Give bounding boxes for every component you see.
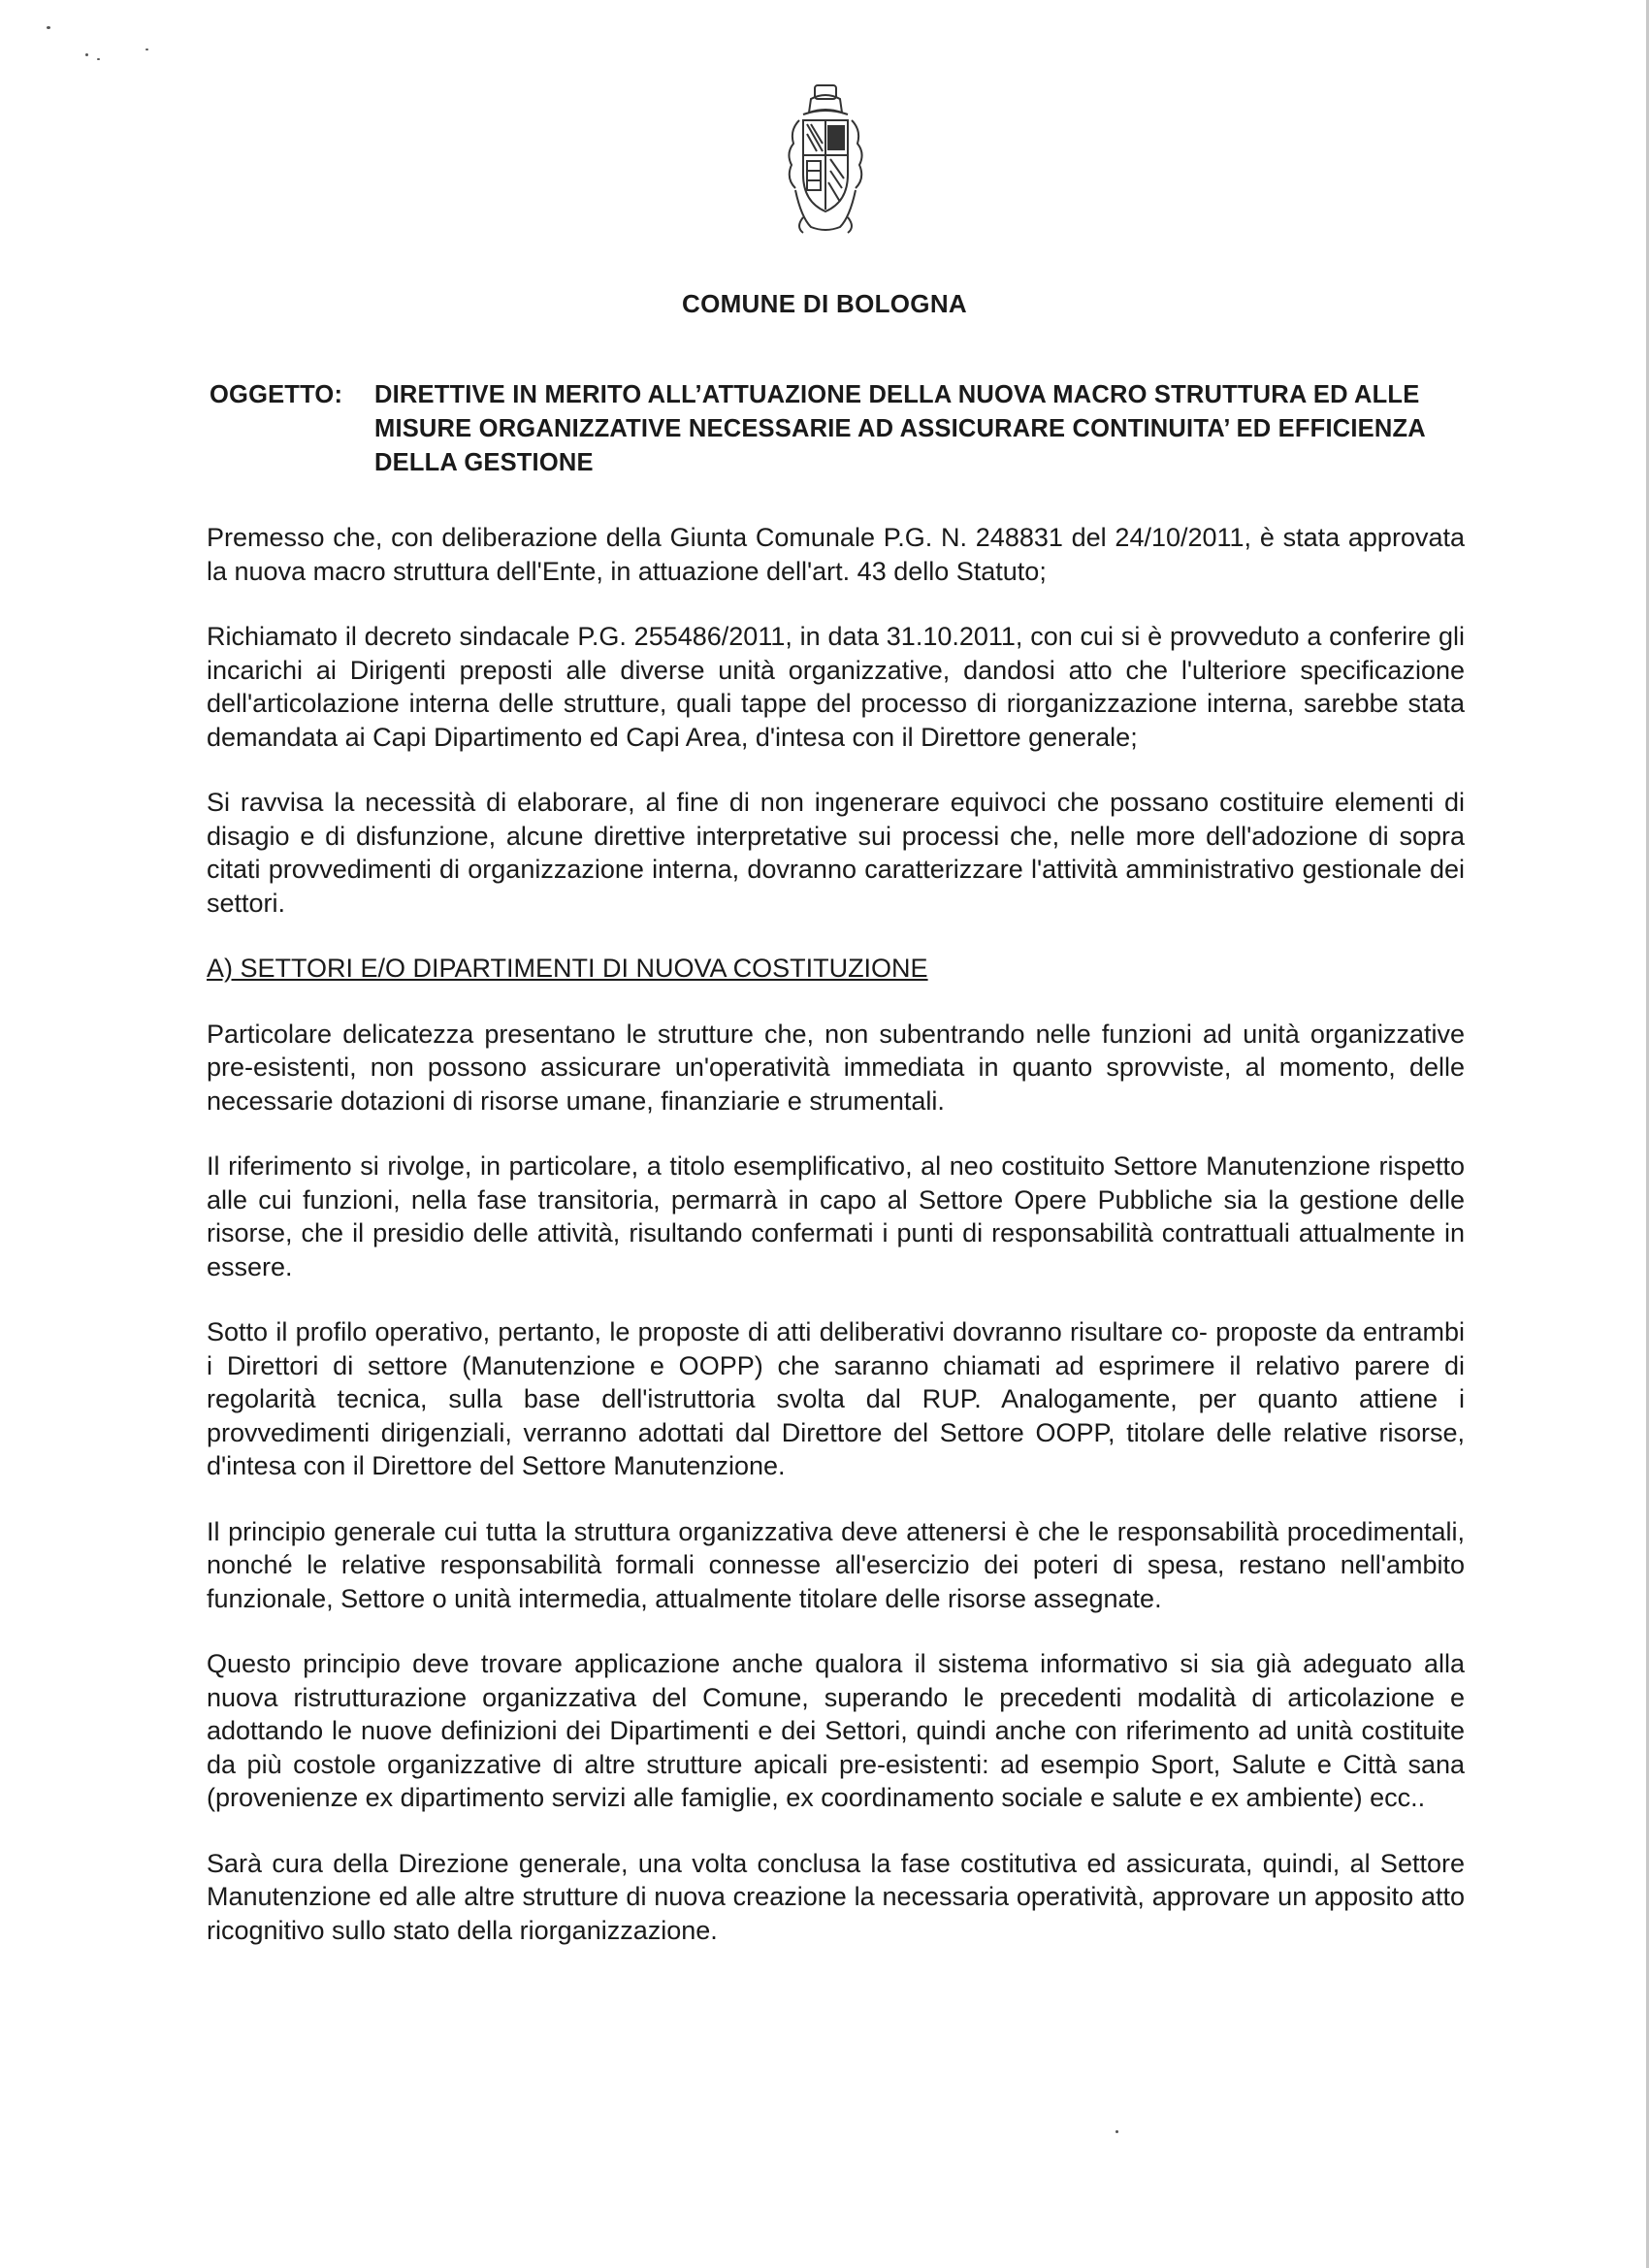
- paragraph-questo-principio: Questo principio deve trovare applicazione anche qualora il sistema informativo si sia già adeguato alla nuova ristrutturazione organizzativa del Comune, superando le precedenti modalità di articolazione e adottando le nuove definizioni dei Dipartimenti e dei Settori, quindi anche con riferimento ad unità costituite da più costole organizzative di altre strutture apicali pre-esistenti: ad esempio Sport, Salute e Città sana (provenienze ex dipartimento servizi alle famiglie, ex coordinamento sociale e salute e ex ambiente) ecc..: [207, 1649, 1465, 1812]
- scan-speck: [97, 58, 100, 60]
- paragraph-profilo-operativo: Sotto il profilo operativo, pertanto, le proposte di atti deliberativi dovranno risultare co- proposte da entrambi i Direttori di settore (Manutenzione e OOPP) che saranno chiamati ad esprimere il relativo parere di regolarità tecnica, sulla base dell'istruttoria svolta dal RUP. Analogamente, per quanto attiene i provvedimenti dirigenziali, verranno adottati dal Direttore del Settore OOPP, titolare delle relative risorse, d'intesa con il Direttore del Settore Manutenzione.: [207, 1317, 1465, 1480]
- subject-label: OGGETTO:: [210, 381, 343, 408]
- document-body: [207, 521, 1465, 1979]
- paragraph-premesso: Premesso che, con deliberazione della Giunta Comunale P.G. N. 248831 del 24/10/2011, è stata approvata la nuova macro struttura dell'Ente, in attuazione dell'art. 43 dello Statuto;: [207, 523, 1465, 586]
- paragraph-direzione-generale: Sarà cura della Direzione generale, una volta conclusa la fase costitutiva ed assicurata, quindi, al Settore Manutenzione ed alle altre strutture di nuova creazione la necessaria operatività, approvare un apposito atto ricognitivo sullo stato della riorganizzazione.: [207, 1848, 1465, 1945]
- section-a-heading: A) SETTORI E/O DIPARTIMENTI DI NUOVA COSTITUZIONE: [207, 954, 928, 983]
- paragraph-riferimento: Il riferimento si rivolge, in particolare, a titolo esemplificativo, al neo costituito Settore Manutenzione rispetto alle cui funzioni, nella fase transitoria, permarrà in capo al Settore Opere Pubbliche sia la gestione delle risorse, che il presidio delle attività, risultando confermati i punti di responsabilità contrattuali attualmente in essere.: [207, 1151, 1465, 1281]
- paragraph-si-ravvisa: Si ravvisa la necessità di elaborare, al fine di non ingenerare equivoci che possano costituire elementi di disagio e di disfunzione, alcune direttive interpretative sui processi che, nelle more dell'adozione di sopra citati provvedimenti di organizzazione interna, dovranno caratterizzare l'attività amministrativo gestionale dei settori.: [207, 788, 1465, 918]
- coat-of-arms-icon: [782, 81, 869, 237]
- organization-name: COMUNE DI BOLOGNA: [682, 289, 967, 318]
- scan-speck: [47, 26, 50, 29]
- scan-speck: [1116, 2130, 1118, 2133]
- subject-block: [210, 378, 1467, 480]
- scan-speck: [146, 49, 148, 50]
- paragraph-principio-generale: Il principio generale cui tutta la struttura organizzativa deve attenersi è che le responsabilità procedimentali, nonché le relative responsabilità formali connesse all'esercizio dei poteri di spesa, restano nell'ambito funzionale, Settore o unità intermedia, attualmente titolare delle risorse assegnate.: [207, 1516, 1465, 1613]
- paragraph-richiamato: Richiamato il decreto sindacale P.G. 255486/2011, in data 31.10.2011, con cui si è provveduto a conferire gli incarichi ai Dirigenti preposti alle diverse unità organizzative, dandosi atto che l'ulteriore specificazione dell'articolazione interna delle strutture, quali tappe del processo di riorganizzazione interna, sarebbe stata demandata ai Capi Dipartimento ed Capi Area, d'intesa con il Direttore generale;: [207, 622, 1465, 752]
- paragraph-particolare-delicatezza: Particolare delicatezza presentano le strutture che, non subentrando nelle funzioni ad unità organizzative pre-esistenti, non possono assicurare un'operatività immediata in quanto sprovviste, al momento, delle necessarie dotazioni di risorse umane, finanziarie e strumentali.: [207, 1019, 1465, 1116]
- scan-speck: [85, 53, 88, 56]
- subject-text: DIRETTIVE IN MERITO ALL’ATTUAZIONE DELLA NUOVA MACRO STRUTTURA ED ALLE MISURE ORGANIZZATIVE NECESSARIE AD ASSICURARE CONTINUITA’ ED EFFICIENZA DELLA GESTIONE: [374, 381, 1425, 476]
